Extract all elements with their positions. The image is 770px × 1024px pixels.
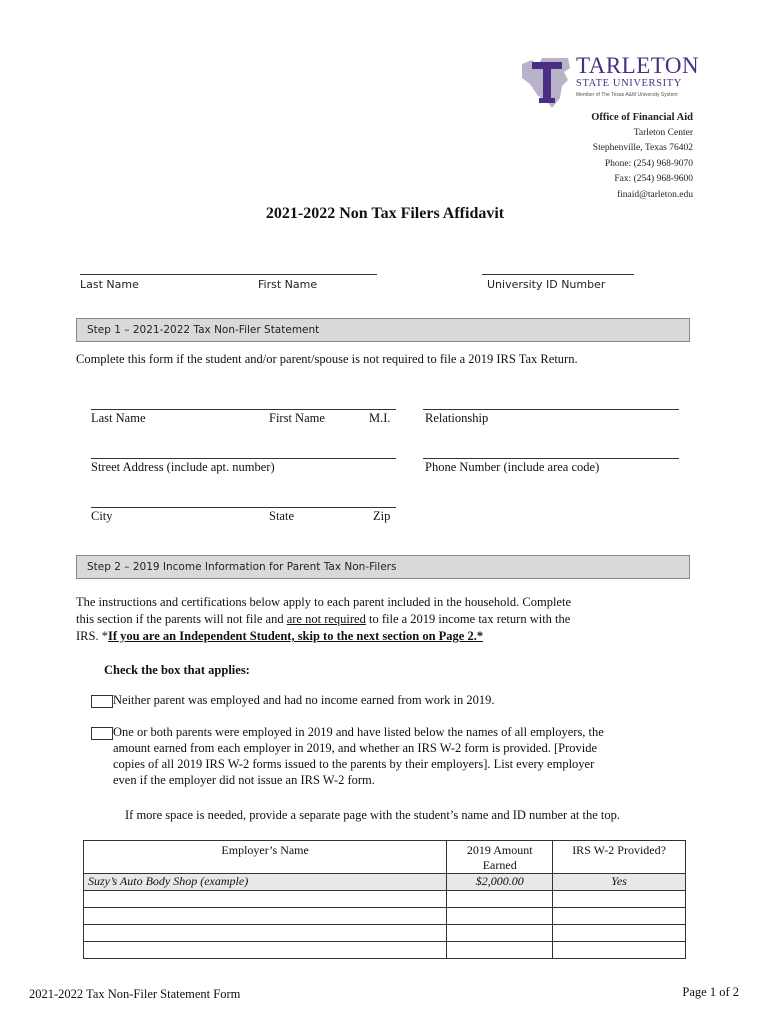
w2-cell[interactable] [553,908,686,925]
employer-name-cell[interactable] [84,908,447,925]
street-address-label: Street Address (include apt. number) [91,460,275,474]
parent-last-name-label: Last Name [91,411,146,425]
table-row [84,891,686,908]
instructions-text: IRS. * [76,629,108,643]
example-amount: $2,000.00 [447,874,553,891]
not-required-emphasis: are not required [286,612,366,626]
office-fax: Fax: (254) 968-9600 [614,174,693,184]
state-label: State [269,509,294,523]
check-heading: Check the box that applies: [104,663,250,677]
city-label: City [91,509,113,523]
amount-cell[interactable] [447,925,553,942]
option2-line: amount earned from each employer in 2019, and whether an IRS W-2 form is provided. [Provide [113,741,598,755]
example-employer: Suzy’s Auto Body Shop (example) [84,874,447,891]
office-line: Stephenville, Texas 76402 [592,143,693,153]
table-header-row [84,841,686,874]
street-address-field[interactable] [91,458,396,459]
amount-cell[interactable] [447,942,553,959]
w2-cell[interactable] [553,925,686,942]
parent-mi-label: M.I. [369,411,391,425]
logo-subtitle: STATE UNIVERSITY [576,78,682,89]
instructions-text: this section if the parents will not file and [76,612,287,626]
office-name: Office of Financial Aid [591,112,693,123]
zip-label: Zip [373,509,391,523]
student-id-field[interactable] [482,274,634,275]
tarleton-logo [518,50,700,112]
relationship-label: Relationship [425,411,489,425]
table-row [84,908,686,925]
option2-label [113,724,604,788]
student-id-label: University ID Number [487,278,606,291]
footer-form-name: 2021-2022 Tax Non-Filer Statement Form [29,987,241,1001]
step1-header-text: Step 1 – 2021-2022 Tax Non-Filer Statement [87,324,320,336]
amount-cell[interactable] [447,891,553,908]
employer-name-cell[interactable] [84,891,447,908]
logo-wordmark: TARLETON [576,53,700,78]
city-state-zip-field[interactable] [91,507,396,508]
employer-name-cell[interactable] [84,942,447,959]
step1-intro: Complete this form if the student and/or parent/spouse is not required to file a 2019 IRS Tax Return. [76,352,578,366]
student-name-field[interactable] [80,274,377,275]
instructions-text: to file a 2019 income tax return with the [365,612,571,626]
option1-label: Neither parent was employed and had no income earned from work in 2019. [113,693,495,707]
phone-number-field[interactable] [423,458,679,459]
option1-checkbox[interactable] [91,695,113,708]
step2-header-text: Step 2 – 2019 Income Information for Parent Tax Non-Filers [87,561,397,573]
office-line: Tarleton Center [633,127,693,138]
office-email: finaid@tarleton.edu [616,189,693,200]
logo-member-line: Member of The Texas A&M University System [576,92,678,98]
instructions-line [76,628,696,645]
option2-checkbox[interactable] [91,727,113,740]
employer-table [83,840,686,959]
independent-student-note: If you are an Independent Student, skip to the next section on Page 2.* [107,629,484,643]
header-amount-earned: 2019 Amount Earned [447,841,553,874]
page-title: 2021-2022 Non Tax Filers Affidavit [265,205,505,222]
step2-instructions [76,594,696,645]
office-address-block [591,110,693,203]
footer-page-number: Page 1 of 2 [682,985,739,999]
step1-header [76,318,690,342]
example-w2: Yes [553,874,686,891]
student-last-name-label: Last Name [80,278,139,291]
w2-cell[interactable] [553,942,686,959]
option2-line: copies of all 2019 IRS W-2 forms issued to the parents by their employers]. List every employer [113,757,595,771]
table-row [84,925,686,942]
amount-cell[interactable] [447,908,553,925]
header-w2-provided: IRS W-2 Provided? [553,841,686,874]
w2-cell[interactable] [553,891,686,908]
option2-line: even if the employer did not issue an IRS W-2 form. [113,773,375,787]
employer-name-cell[interactable] [84,925,447,942]
tarleton-t-emblem-icon [518,50,576,112]
step2-header [76,555,690,579]
table-example-row [84,874,686,891]
instructions-line [76,611,696,628]
instructions-line: The instructions and certifications below apply to each parent included in the household. Complete [76,595,572,609]
header-employer-name: Employer’s Name [84,841,447,874]
parent-name-field[interactable] [91,409,396,410]
space-note: If more space is needed, provide a separate page with the student’s name and ID number at the top. [125,808,620,822]
office-phone: Phone: (254) 968-9070 [604,158,693,169]
phone-number-label: Phone Number (include area code) [425,460,600,474]
option2-line: One or both parents were employed in 2019 and have listed below the names of all employers, the [113,725,604,739]
relationship-field[interactable] [423,409,679,410]
parent-first-name-label: First Name [269,411,325,425]
table-row [84,942,686,959]
student-first-name-label: First Name [258,278,318,291]
